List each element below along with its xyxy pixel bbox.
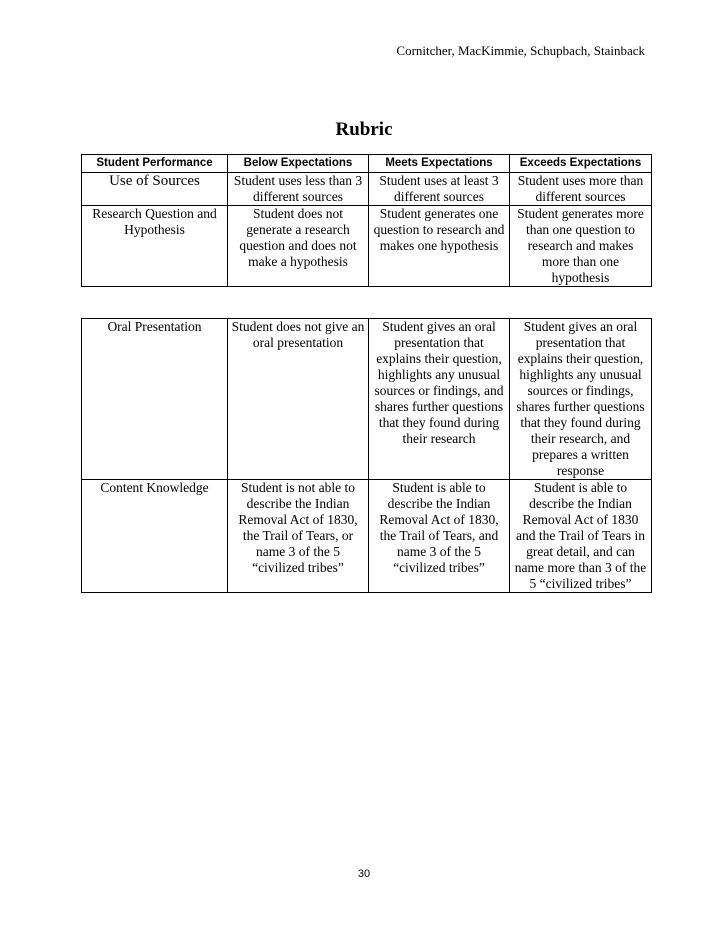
rubric-table-2 (81, 318, 652, 593)
page-number: 30 (357, 868, 371, 880)
criterion-cell: Oral Presentation (82, 319, 228, 480)
meets-cell: Student uses at least 3 different sources (369, 173, 510, 206)
meets-cell: Student gives an oral presentation that explains their question, highlights any unusual sources or findings, and shares further questions that they found during their research (369, 319, 510, 480)
header-authors: Cornitcher, MacKimmie, Schupbach, Stainback (396, 43, 645, 58)
column-header-exceeds-expectations: Exceeds Expectations (510, 155, 652, 173)
criterion-cell: Research Question and Hypothesis (82, 206, 228, 287)
criterion-cell: Use of Sources (82, 173, 228, 206)
table-row (82, 480, 652, 593)
exceeds-cell: Student is able to describe the Indian Removal Act of 1830 and the Trail of Tears in great detail, and can name more than 3 of the 5 “civilized tribes” (510, 480, 652, 593)
below-cell: Student uses less than 3 different sources (228, 173, 369, 206)
column-header-student-performance: Student Performance (82, 155, 228, 173)
below-cell: Student does not generate a research question and does not make a hypothesis (228, 206, 369, 287)
table-row (82, 206, 652, 287)
exceeds-cell: Student uses more than different sources (510, 173, 652, 206)
table-row (82, 173, 652, 206)
column-header-below-expectations: Below Expectations (228, 155, 369, 173)
below-cell: Student does not give an oral presentation (228, 319, 369, 480)
rubric-table-1 (81, 154, 652, 287)
page-title: Rubric (335, 119, 393, 140)
meets-cell: Student generates one question to research and makes one hypothesis (369, 206, 510, 287)
criterion-cell: Content Knowledge (82, 480, 228, 593)
table-row (82, 319, 652, 480)
exceeds-cell: Student gives an oral presentation that explains their question, highlights any unusual sources or findings, shares further questions that they found during their research, and prepares a written response (510, 319, 652, 480)
column-header-meets-expectations: Meets Expectations (369, 155, 510, 173)
below-cell: Student is not able to describe the Indian Removal Act of 1830, the Trail of Tears, or name 3 of the 5 “civilized tribes” (228, 480, 369, 593)
table-header-row (82, 155, 652, 173)
exceeds-cell: Student generates more than one question to research and makes more than one hypothesis (510, 206, 652, 287)
meets-cell: Student is able to describe the Indian Removal Act of 1830, the Trail of Tears, and name 3 of the 5 “civilized tribes” (369, 480, 510, 593)
